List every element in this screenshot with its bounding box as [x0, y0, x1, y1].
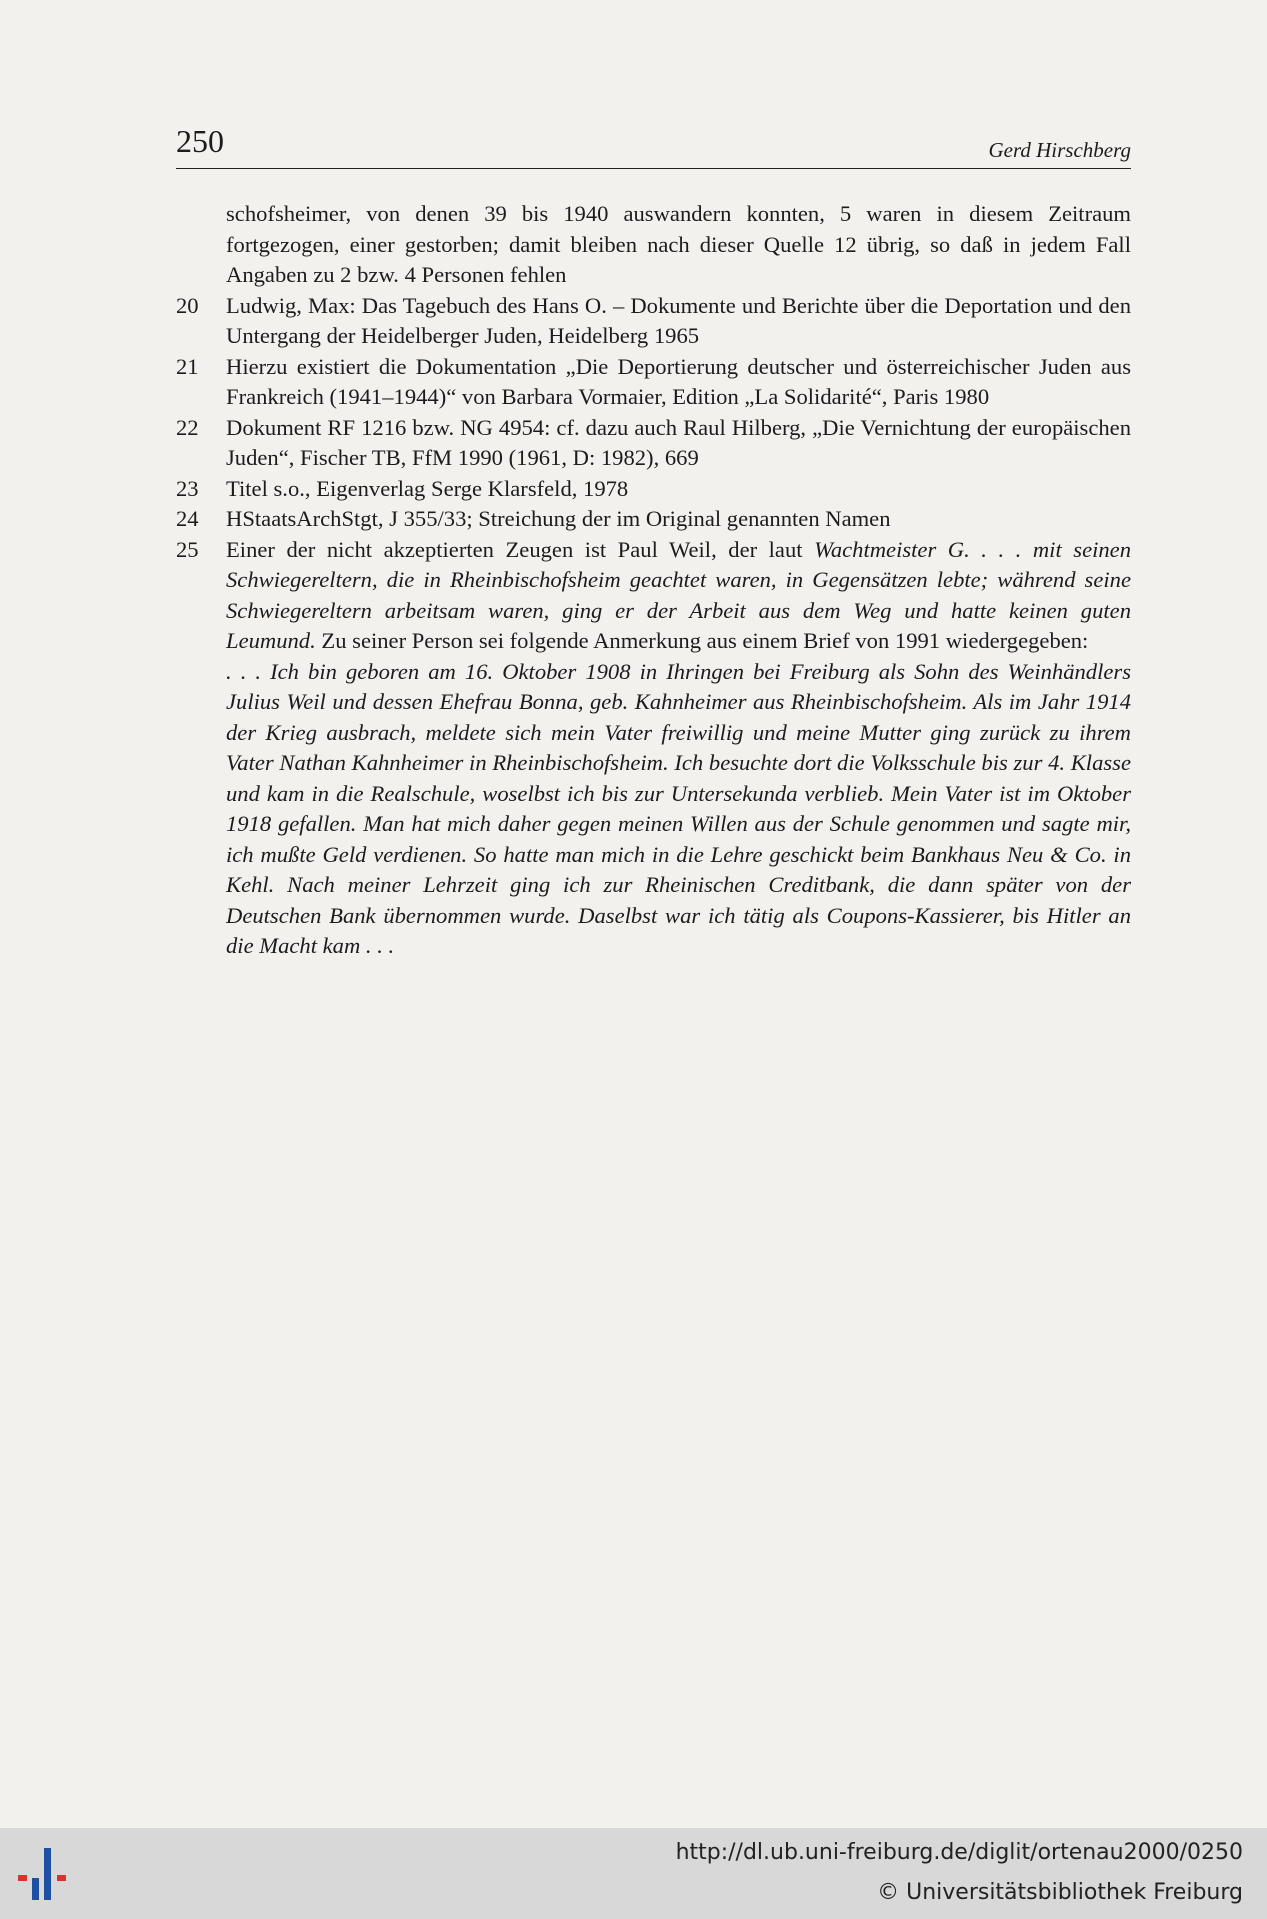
running-head: Gerd Hirschberg — [988, 138, 1131, 162]
footnote-text: HStaatsArchStgt, J 355/33; Streichung der im Original genannten Namen — [226, 506, 891, 531]
footnote-text: Ludwig, Max: Das Tagebuch des Hans O. – Dokumente und Berichte über die Deportation und den Untergang der Heidelberger Juden, Heidelberg 1965 — [226, 292, 1131, 348]
footer-bar — [0, 1828, 1267, 1919]
footnote-text: Dokument RF 1216 bzw. NG 4954: cf. dazu auch Raul Hilberg, „Die Vernichtung der europäischen Juden“, Fischer TB, FfM 1990 (1961, D: 1982), 669 — [226, 414, 1131, 470]
document-url[interactable]: http://dl.ub.uni-freiburg.de/diglit/ortenau2000/0250 — [675, 1840, 1243, 1865]
footnote-text: Einer der nicht akzeptierten Zeugen ist Paul Weil, der laut — [226, 536, 815, 562]
footnote-24 — [176, 504, 1131, 535]
footnote-text-continued: Zu seiner Person sei folgende Anmerkung aus einem Brief von 1991 wiedergegeben: — [315, 628, 1089, 653]
footnote-number: 22 — [176, 414, 199, 440]
footnote-number: 25 — [176, 536, 199, 562]
footnote-20 — [176, 291, 1131, 352]
footnote-22 — [176, 413, 1131, 474]
footnote-number: 21 — [176, 353, 199, 379]
copyright: © Universitätsbibliothek Freiburg — [877, 1880, 1243, 1905]
footnote-number: 24 — [176, 506, 199, 531]
footnote-text: Titel s.o., Eigenverlag Serge Klarsfeld, 1978 — [226, 475, 629, 501]
footnote-continuation: schofsheimer, von denen 39 bis 1940 auswandern konnten, 5 waren in diesem Zeitraum fortgezogen, einer gestorben; damit bleiben nach dieser Quelle 12 übrig, so daß in jedem Fall Angaben zu 2 bzw. 4 Personen fehlen — [226, 201, 1131, 287]
ub-freiburg-logo-icon — [16, 1842, 80, 1906]
footnotes — [176, 199, 1131, 962]
footnote-text: Hierzu existiert die Dokumentation „Die Deportierung deutscher und österreichischer Juden aus Frankreich (1941–1944)“ von Barbara Vormaier, Edition „La Solidarité“, Paris 1980 — [226, 353, 1131, 409]
footnote-23 — [176, 474, 1131, 505]
letter-quote: . . . Ich bin geboren am 16. Oktober 1908 in Ihringen bei Freiburg als Sohn des Weinhändlers Julius Weil und dessen Ehefrau Bonna, geb. Kahnheimer aus Rheinbischofsheim. Als im Jahr 1914 der Krieg ausbrach, meldete sich mein Vater freiwillig und meine Mutter ging zurück zu ihrem Vater Nathan Kahnheimer in Rheinbischofsheim. Ich besuchte dort die Volksschule bis zur 4. Klasse und kam in die Realschule, woselbst ich bis zur Untersekunda verblieb. Mein Vater ist im Oktober 1918 gefallen. Man hat mich daher gegen meinen Willen aus der Schule genommen und sagte mir, ich mußte Geld verdienen. So hatte man mich in die Lehre geschickt beim Bankhaus Neu & Co. in Kehl. Nach meiner Lehrzeit ging ich zur Rheinischen Creditbank, die dann später von der Deutschen Bank übernommen wurde. Daselbst war ich tätig als Coupons-Kassierer, bis Hitler an die Macht kam . . . — [226, 658, 1131, 958]
header-rule — [176, 168, 1131, 169]
footnote-21 — [176, 352, 1131, 413]
page-number: 250 — [176, 123, 224, 159]
footnote-italic-citation: Wachtmeister G. . . . mit seinen Schwiegereltern, die in Rheinbischofsheim geachtet waren, in Gegensätzen lebte; während seine Schwiegereltern arbeitsam waren, ging er der Arbeit aus dem Weg und hatte keinen guten Leumund. — [226, 536, 1131, 653]
footnote-25 — [176, 535, 1131, 657]
footnote-number: 23 — [176, 475, 199, 501]
footnote-number: 20 — [176, 292, 199, 318]
